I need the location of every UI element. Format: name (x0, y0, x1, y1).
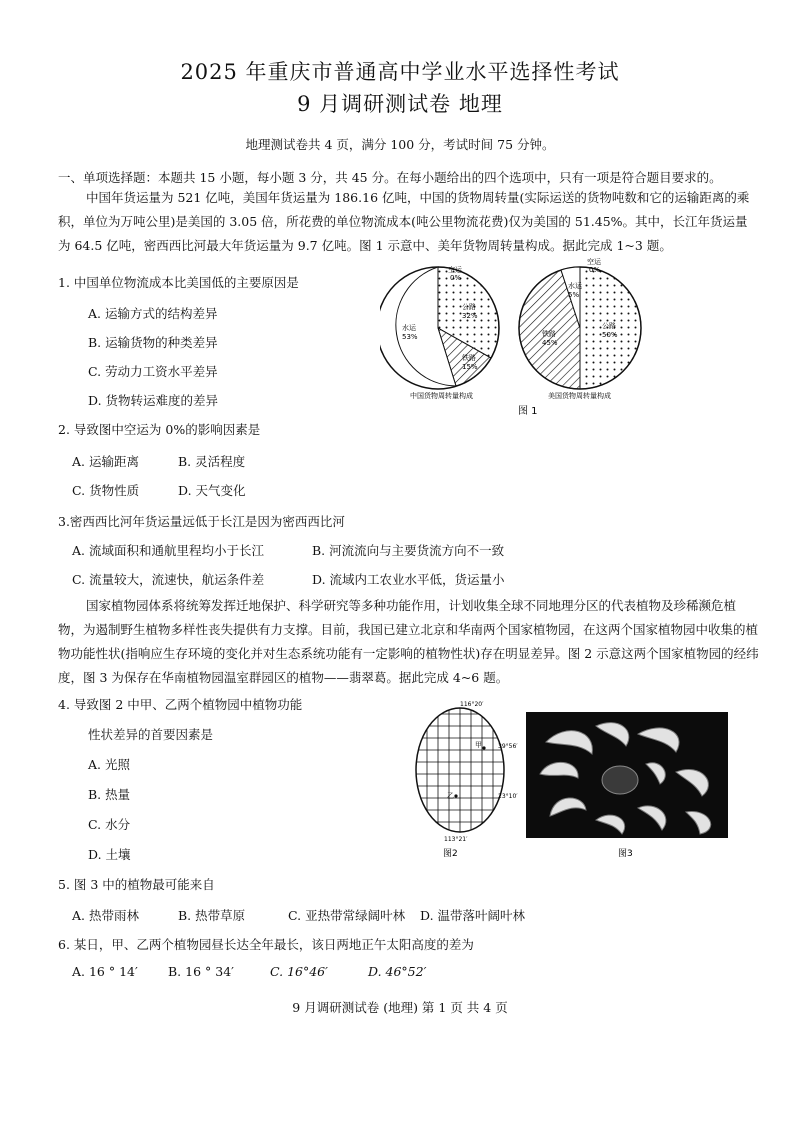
q5-stem: 5. 图 3 中的植物最可能来自 (58, 877, 215, 892)
q5-option-b: B. 热带草原 (178, 908, 246, 923)
exam-info: 地理测试卷共 4 页，满分 100 分，考试时间 75 分钟。 (245, 137, 555, 152)
q1-stem: 1. 中国单位物流成本比美国低的主要原因是 (58, 275, 299, 290)
q4-option-a: A. 光照 (88, 757, 130, 772)
china-road-value: 32% (462, 312, 478, 320)
q1-option-c: C. 劳动力工资水平差异 (88, 364, 218, 379)
q3-option-b: B. 河流流向与主要货流方向不一致 (312, 543, 505, 558)
q4-stem-cont: 性状差异的首要因素是 (88, 727, 214, 742)
exam-subtitle: 9 月调研测试卷 地理 (297, 92, 503, 116)
intro-line: 中国年货运量为 521 亿吨，美国年货运量为 186.16 亿吨，中国的货物周转量(实际运送的货物吨数和它的运输距离的乘 (86, 190, 750, 205)
intro-line: 国家植物园体系将统筹发挥迁地保护、科学研究等多种功能作用，计划收集全球不同地理分区的代表植物及珍稀濒危植 (86, 598, 737, 613)
q5-option-d: D. 温带落叶阔叶林 (420, 908, 526, 923)
china-air-label: 空运 (448, 266, 462, 274)
q3-option-d: D. 流域内工农业水平低，货运量小 (312, 572, 505, 587)
china-pie-label: 中国货物周转量构成 (410, 392, 473, 400)
point-b-label: 乙 (447, 792, 454, 800)
lon-top-label: 116°20′ (460, 701, 484, 708)
exam-title: 2025 年重庆市普通高中学业水平选择性考试 (180, 60, 620, 84)
q3-stem: 3.密西西比河年货运量远低于长江是因为密西西比河 (58, 514, 345, 529)
section-heading: 一、单项选择题：本题共 15 小题，每小题 3 分，共 45 分。在每小题给出的四个选项中，只有一项是符合题目要求的。 (58, 170, 722, 185)
q4-option-c: C. 水分 (88, 817, 131, 832)
china-air-value: 0% (450, 274, 462, 282)
intro-line: 度，图 3 为保存在华南植物园温室群园区的植物——翡翠葛。据此完成 4~6 题。 (58, 670, 509, 685)
q2-option-a: A. 运输距离 (72, 454, 139, 469)
china-road-label: 公路 (462, 303, 476, 311)
china-rail-value: 15% (462, 363, 478, 371)
usa-road-value: 50% (602, 331, 618, 339)
q2-option-d: D. 天气变化 (178, 483, 246, 498)
point-b-marker (454, 794, 457, 797)
intro-line: 物，为遏制野生植物多样性丧失提供有力支撑。目前，我国已建立北京和华南两个国家植物园，在这两个国家植物园中收集的植 (58, 622, 759, 637)
usa-air-value: 0% (589, 266, 601, 274)
usa-water-label: 水运 (568, 282, 582, 290)
usa-pie-label: 美国货物周转量构成 (548, 392, 611, 400)
usa-road-label: 公路 (602, 322, 616, 330)
q2-option-c: C. 货物性质 (72, 483, 140, 498)
q3-option-a: A. 流域面积和通航里程均小于长江 (72, 543, 264, 558)
china-water-label: 水运 (402, 324, 416, 332)
q5-option-a: A. 热带雨林 (72, 908, 139, 923)
china-rail-label: 铁路 (462, 354, 476, 362)
usa-rail-label: 铁路 (542, 330, 556, 338)
q6-option-c: C. 16°46′ (270, 964, 328, 979)
china-water-value: 53% (402, 333, 418, 341)
q6-option-d: D. 46°52′ (368, 964, 427, 979)
intro-line: 为 64.5 亿吨，密西西比河最大年货运量为 9.7 亿吨。图 1 示意中、美年货物周转量构成。据此完成 1~3 题。 (58, 238, 672, 253)
q2-option-b: B. 灵活程度 (178, 454, 246, 469)
q6-option-b: B. 16 ° 34′ (168, 964, 234, 979)
q6-option-a: A. 16 ° 14′ (72, 964, 138, 979)
q6-stem: 6. 某日，甲、乙两个植物园昼长达全年最长，该日两地正午太阳高度的差为 (58, 937, 474, 952)
page-footer: 9 月调研测试卷 (地理) 第 1 页 共 4 页 (292, 1000, 508, 1015)
section2-intro (58, 594, 759, 690)
usa-water-value: 5% (568, 291, 580, 299)
usa-pie (519, 257, 641, 400)
q1-option-d: D. 货物转运难度的差异 (88, 393, 219, 408)
figure-3 (526, 712, 728, 860)
q4-option-d: D. 土壤 (88, 847, 131, 862)
point-a-label: 甲 (475, 741, 482, 749)
figure-3-caption: 图3 (618, 849, 633, 859)
point-a-marker (482, 746, 485, 749)
figure-1-caption: 图 1 (518, 406, 538, 417)
lat-lower-label: 23°10′ (498, 793, 518, 800)
q1-option-b: B. 运输货物的种类差异 (88, 335, 218, 350)
q2-stem: 2. 导致图中空运为 0%的影响因素是 (58, 422, 261, 437)
q3-option-c: C. 流量较大，流速快，航运条件差 (72, 572, 265, 587)
intro-line: 物功能性状(指响应生存环境的变化并对生态系统功能有一定影响的植物性状)存在明显差异。图 2 示意这两个国家植物园的经纬 (58, 646, 759, 661)
figure-2-caption: 图2 (443, 849, 458, 859)
usa-rail-value: 45% (542, 339, 558, 347)
q4-option-b: B. 热量 (88, 787, 131, 802)
q4-stem: 4. 导致图 2 中甲、乙两个植物园中植物功能 (58, 697, 303, 712)
usa-air-label: 空运 (587, 258, 601, 266)
q1-option-a: A. 运输方式的结构差异 (88, 306, 218, 321)
lat-upper-label: 39°56′ (498, 743, 518, 750)
figure-2 (410, 700, 522, 860)
q5-option-c: C. 亚热带常绿阔叶林 (288, 908, 406, 923)
section1-intro (58, 186, 749, 258)
lon-bottom-label: 113°21′ (444, 836, 468, 843)
china-pie (380, 265, 499, 400)
intro-line: 积，单位为万吨公里)是美国的 3.05 倍，所花费的单位物流成本(吨公里物流花费)仅为美国的 51.45%。其中，长江年货运量 (58, 214, 748, 229)
figure-1 (380, 254, 670, 424)
